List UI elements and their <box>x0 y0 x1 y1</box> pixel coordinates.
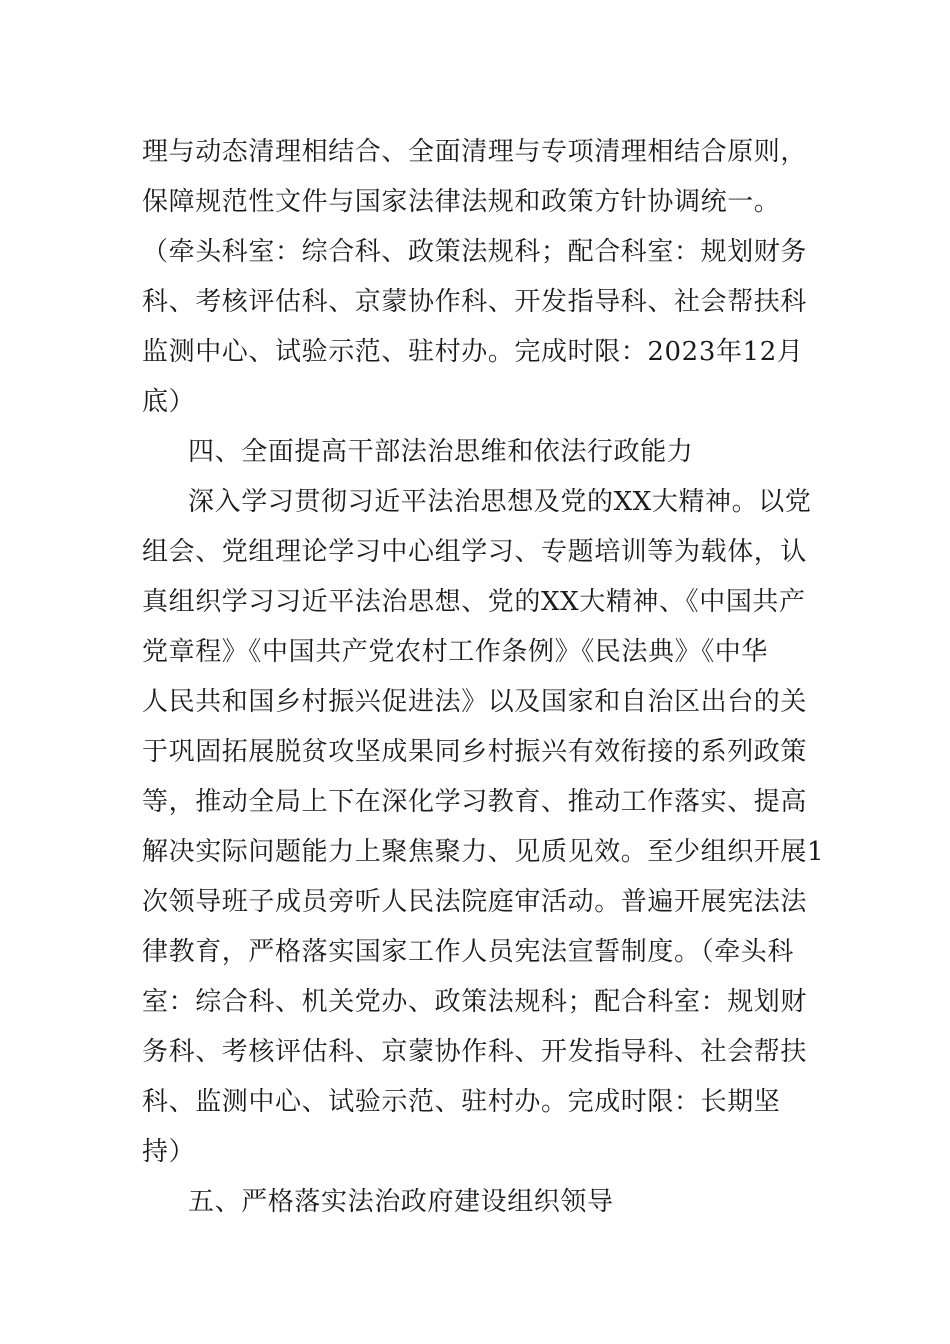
text-line: 解决实际问题能力上聚焦聚力、见质见效。至少组织开展1 <box>142 837 825 867</box>
text-line: 底） <box>142 387 196 417</box>
text-line: 科、考核评估科、京蒙协作科、开发指导科、社会帮扶科 <box>142 287 808 317</box>
text-line: （牵头科室：综合科、政策法规科；配合科室：规划财务 <box>142 237 808 267</box>
text-line: 等，推动全局上下在深化学习教育、推动工作落实、提高 <box>142 787 808 817</box>
text-line: 深入学习贯彻习近平法治思想及党的XX大精神。以党 <box>188 487 812 517</box>
text-line: 室：综合科、机关党办、政策法规科；配合科室：规划财 <box>142 987 808 1017</box>
text-line: 组会、党组理论学习中心组学习、专题培训等为载体，认 <box>142 537 808 567</box>
text-line: 理与动态清理相结合、全面清理与专项清理相结合原则， <box>142 137 808 167</box>
text-line: 持） <box>142 1137 196 1167</box>
text-line: 党章程》《中国共产党农村工作条例》《民法典》《中华 <box>142 637 769 667</box>
text-line: 次领导班子成员旁听人民法院庭审活动。普遍开展宪法法 <box>142 887 808 917</box>
text-line: 律教育，严格落实国家工作人员宪法宣誓制度。（牵头科 <box>142 937 795 967</box>
text-line: 于巩固拓展脱贫攻坚成果同乡村振兴有效衔接的系列政策 <box>142 737 808 767</box>
text-line: 人民共和国乡村振兴促进法》以及国家和自治区出台的关 <box>142 687 808 717</box>
section-heading: 四、全面提高干部法治思维和依法行政能力 <box>188 437 694 467</box>
text-line: 监测中心、试验示范、驻村办。完成时限：2023年12月 <box>142 337 804 367</box>
text-line: 科、监测中心、试验示范、驻村办。完成时限：长期坚 <box>142 1087 781 1117</box>
text-line: 务科、考核评估科、京蒙协作科、开发指导科、社会帮扶 <box>142 1037 808 1067</box>
text-line: 真组织学习习近平法治思想、党的XX大精神、《中国共产 <box>142 587 806 617</box>
section-heading: 五、严格落实法治政府建设组织领导 <box>188 1187 614 1217</box>
text-line: 保障规范性文件与国家法律法规和政策方针协调统一。 <box>142 187 781 217</box>
